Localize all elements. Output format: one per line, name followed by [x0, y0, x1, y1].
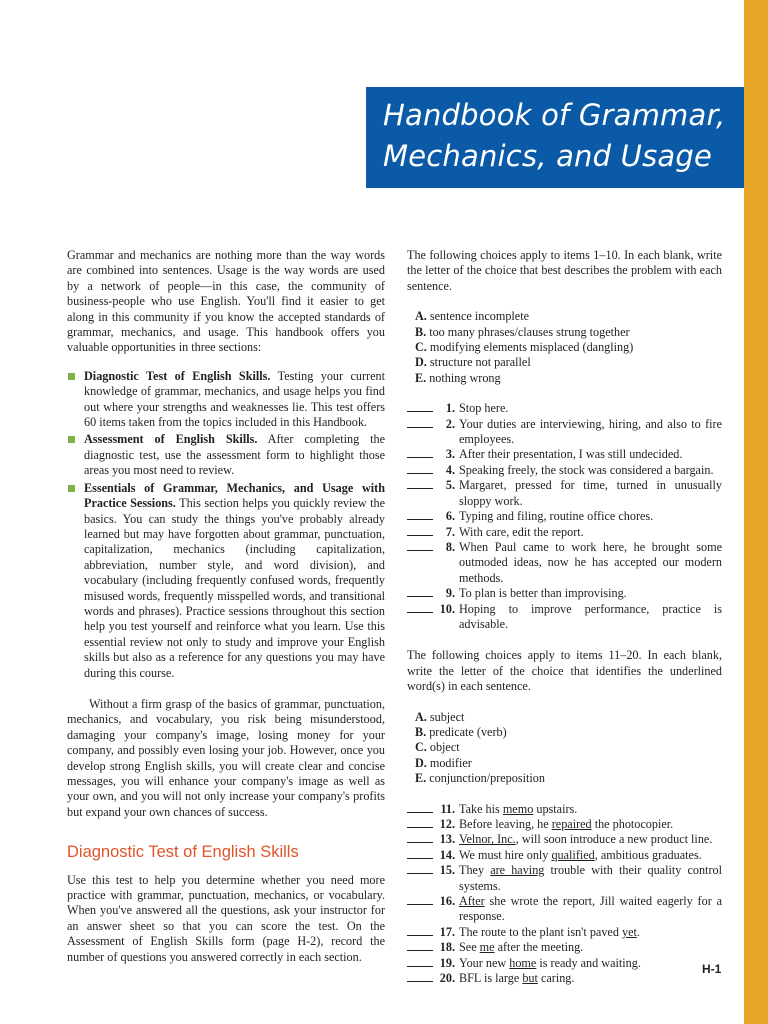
question-item: 16. After she wrote the report, Jill waited eagerly for a response. [407, 894, 722, 925]
set2-instructions: The following choices apply to items 11–20. In each blank, write the letter of the choice that identifies the underlined word(s) in each sentence. [407, 648, 722, 694]
bullet-heading: Assessment of English Skills. [84, 432, 258, 447]
answer-blank[interactable] [407, 827, 433, 828]
left-column [67, 248, 385, 965]
set1-choices [407, 309, 722, 386]
right-column [407, 248, 722, 1002]
diagnostic-paragraph: Use this test to help you determine whether you need more practice with grammar, punctuation, mechanics, or vocabulary. When you've answered all the questions, ask your instructor for an answer sheet so that you can score the test. On the Assessment of English Skills form (page H-2), record the number of questions you answered correctly in each section. [67, 872, 385, 964]
answer-blank[interactable] [407, 873, 433, 874]
question-item: 15. They are having trouble with their quality control systems. [407, 863, 722, 894]
choice-item: E. conjunction/preposition [415, 771, 545, 786]
answer-blank[interactable] [407, 473, 433, 474]
question-item: 4. Speaking freely, the stock was considered a bargain. [407, 463, 722, 478]
question-item: 14. We must hire only qualified, ambitious graduates. [407, 848, 722, 863]
choice-item: C. object [415, 740, 460, 755]
choice-item: E. nothing wrong [415, 370, 501, 385]
answer-blank[interactable] [407, 981, 433, 982]
question-item: 5. Margaret, pressed for time, turned in unusually sloppy work. [407, 478, 722, 509]
page-number: H-1 [702, 962, 722, 976]
answer-blank[interactable] [407, 427, 433, 428]
answer-blank[interactable] [407, 935, 433, 936]
title-line-2: Mechanics, and Usage [383, 139, 713, 173]
question-item: 13. Velnor, Inc., will soon introduce a new product line. [407, 832, 722, 847]
list-item [67, 432, 385, 478]
choice-item: D. modifier [415, 755, 472, 770]
question-item: 18. See me after the meeting. [407, 940, 722, 955]
question-item: 19. Your new home is ready and waiting. [407, 956, 722, 971]
answer-blank[interactable] [407, 535, 433, 536]
question-item: 6. Typing and filing, routine office chores. [407, 509, 722, 524]
answer-blank[interactable] [407, 904, 433, 905]
bullet-text: This section helps you quickly review the basics. You can study the things you've probably already learned but may have forgotten about grammar, punctuation, capitalization, mechanics (including capitalization, abbreviation, number style, and word division), and vocabulary (including frequently confused words, frequently misused words, frequently misspelled words, and transitional words and phrases). Practice sessions throughout this section help you test yourself and reinforce what you learn. Use this essential review not only to study and improve your English skills but also as a reference for any questions you may have during this course. [84, 496, 385, 680]
question-item: 12. Before leaving, he repaired the photocopier. [407, 817, 722, 832]
answer-blank[interactable] [407, 812, 433, 813]
choice-item: B. too many phrases/clauses strung together [415, 324, 630, 339]
set2-items [407, 802, 722, 987]
sections-list [67, 369, 385, 681]
question-item: 1. Stop here. [407, 401, 722, 416]
question-item: 11. Take his memo upstairs. [407, 802, 722, 817]
handbook-title-banner [366, 87, 744, 188]
title-line-1: Handbook of Grammar, [383, 98, 726, 132]
bullet-square-icon [68, 436, 75, 443]
question-item: 8. When Paul came to work here, he brought some outmoded ideas, now he has accepted our modern methods. [407, 540, 722, 586]
question-item: 7. With care, edit the report. [407, 525, 722, 540]
answer-blank[interactable] [407, 457, 433, 458]
question-item: 9. To plan is better than improvising. [407, 586, 722, 601]
choice-item: B. predicate (verb) [415, 724, 507, 739]
page-edge-stripe [744, 0, 768, 1024]
choice-item: A. sentence incomplete [415, 309, 530, 324]
answer-blank[interactable] [407, 966, 433, 967]
question-item: 2. Your duties are interviewing, hiring, and also to fire employees. [407, 417, 722, 448]
answer-blank[interactable] [407, 612, 433, 613]
choice-item: A. subject [415, 709, 465, 724]
question-item: 3. After their presentation, I was still undecided. [407, 447, 722, 462]
answer-blank[interactable] [407, 842, 433, 843]
answer-blank[interactable] [407, 519, 433, 520]
bullet-heading: Essentials of Grammar, Mechanics, and Usage with Practice Sessions. [84, 480, 385, 511]
bullet-square-icon [68, 373, 75, 380]
diagnostic-heading: Diagnostic Test of English Skills [67, 843, 299, 862]
list-item [67, 481, 385, 681]
question-item: 17. The route to the plant isn't paved yet. [407, 925, 722, 940]
answer-blank[interactable] [407, 550, 433, 551]
set1-items [407, 401, 722, 632]
choice-item: D. structure not parallel [415, 355, 531, 370]
answer-blank[interactable] [407, 858, 433, 859]
bullet-heading: Diagnostic Test of English Skills. [84, 368, 271, 383]
set2-choices [407, 710, 722, 787]
closing-paragraph: Without a firm grasp of the basics of grammar, punctuation, mechanics, and vocabulary, you risk being misunderstood, damaging your company's image, losing money for your company, and possibly even losing your job. However, once you develop strong English skills, you will create clear and concise messages, you will enhance your company's image as well as your own, and you will not only increase your company's profits but expand your own chances of success. [67, 696, 385, 819]
answer-blank[interactable] [407, 596, 433, 597]
list-item [67, 369, 385, 431]
answer-blank[interactable] [407, 488, 433, 489]
bullet-square-icon [68, 485, 75, 492]
answer-blank[interactable] [407, 950, 433, 951]
choice-item: C. modifying elements misplaced (dangling) [415, 340, 634, 355]
bullet-text: After completing the diagnostic test, use the assessment form to highlight those areas you most need to review. [84, 432, 386, 478]
question-item: 20. BFL is large but caring. [407, 971, 722, 986]
question-item: 10. Hoping to improve performance, practice is advisable. [407, 602, 722, 633]
intro-paragraph: Grammar and mechanics are nothing more than the way words are combined into sentences. Usage is the way words are used by a network of people—in this case, the community of business-people who use English. You'll find it easier to get along in this community if you know the accepted standards of grammar, mechanics, and usage. This handbook offers you valuable opportunities in three sections: [67, 248, 385, 355]
set1-instructions: The following choices apply to items 1–10. In each blank, write the letter of the choice that best describes the problem with each sentence. [407, 248, 722, 293]
bullet-text: Testing your current knowledge of grammar, mechanics, and usage helps you find out where your strengths and weaknesses lie. This test offers 60 items taken from the topics included in this Handbook. [84, 368, 385, 430]
answer-blank[interactable] [407, 411, 433, 412]
